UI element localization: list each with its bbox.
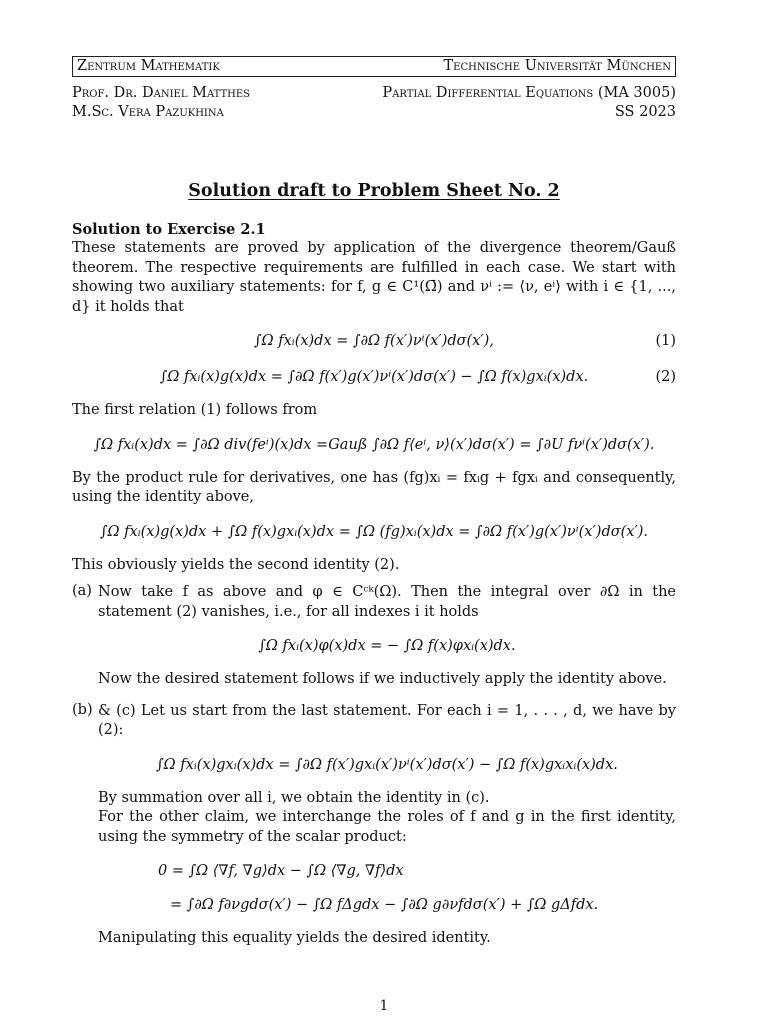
header-left: Zentrum Mathematik [77, 58, 220, 74]
professor-name: Prof. Dr. Daniel Matthes [72, 85, 251, 101]
exercise-heading: Solution to Exercise 2.1 [72, 221, 266, 238]
header-row-2 [72, 103, 676, 122]
page-number: 1 [379, 998, 389, 1014]
item-b-text: & (c) Let us start from the last statement. For each i = 1, . . . , d, we have by (2): [98, 702, 676, 738]
page [72, 56, 676, 949]
item-a-conclusion: Now the desired statement follows if we inductively apply the identity above. [98, 671, 667, 687]
equation-6: ∫Ω fxᵢ(x)gxᵢ(x)dx = ∫∂Ω f(x′)gxᵢ(x′)νⁱ(x′)dσ(x′) − ∫Ω f(x)gxᵢxᵢ(x)dx. [156, 756, 618, 773]
equation-4: ∫Ω fxᵢ(x)g(x)dx + ∫Ω f(x)gxᵢ(x)dx = ∫Ω (fg)xᵢ(x)dx = ∫∂Ω f(x′)g(x′)νⁱ(x′)dσ(x′). [99, 523, 649, 540]
item-b-other-claim: For the other claim, we interchange the roles of f and g in the first identity, using the symmetry of the scalar product: [98, 809, 676, 845]
item-a-text: Now take f as above and φ ∈ Cᶜᵏ(Ω). Then the integral over ∂Ω in the statement (2) vanishes, i.e., for all indexes i it holds [98, 584, 676, 620]
header-box [72, 56, 676, 77]
equation-5: ∫Ω fxᵢ(x)φ(x)dx = − ∫Ω f(x)φxᵢ(x)dx. [258, 638, 516, 654]
item-b [72, 702, 676, 949]
page-title: Solution draft to Problem Sheet No. 2 [188, 181, 560, 201]
equation-2-number: (2) [655, 369, 676, 385]
item-b-conclusion: Manipulating this equality yields the desired identity. [98, 930, 491, 946]
header-right: Technische Universität München [443, 58, 671, 74]
item-b-summation: By summation over all i, we obtain the identity in (c). [98, 789, 490, 806]
product-rule-text: By the product rule for derivatives, one has (fg)xᵢ = fxᵢg + fgxᵢ and consequently, using the identity above, [72, 469, 676, 505]
course-name: Partial Differential Equations (MA 3005) [382, 85, 676, 101]
equation-1-number: (1) [655, 333, 676, 349]
second-identity-text: This obviously yields the second identity (2). [72, 556, 400, 573]
semester: SS 2023 [614, 104, 676, 120]
equation-2: ∫Ω fxᵢ(x)g(x)dx = ∫∂Ω f(x′)g(x′)νⁱ(x′)dσ(x′) − ∫Ω f(x)gxᵢ(x)dx. (2) [159, 369, 676, 385]
assistant-name: M.Sc. Vera Pazukhina [72, 104, 224, 120]
equation-1: ∫Ω fxᵢ(x)dx = ∫∂Ω f(x′)νⁱ(x′)dσ(x′), (1) [254, 333, 676, 349]
intro-paragraph: These statements are proved by application of the divergence theorem/Gauß theorem. The respective requirements are fulfilled in each case. We start with showing two auxiliary statements: for f, g ∈ C¹(Ω̄) and νⁱ := ⟨ν, eⁱ⟩ with i ∈ {1, ..., d} it holds that [72, 240, 676, 315]
item-a [72, 583, 676, 690]
item-b-label: (b) [72, 701, 93, 718]
first-relation-text: The first relation (1) follows from [72, 402, 318, 418]
equation-3: ∫Ω fxᵢ(x)dx = ∫∂Ω div(feⁱ)(x)dx =Gauß ∫∂Ω f⟨eⁱ, ν⟩(x′)dσ(x′) = ∫∂U fνⁱ(x′)dσ(x′). [93, 436, 655, 453]
item-a-label: (a) [72, 583, 92, 599]
equation-7a: 0 = ∫Ω ⟨∇f, ∇g⟩dx − ∫Ω ⟨∇g, ∇f⟩dx [158, 863, 404, 879]
equation-7b: = ∫∂Ω f∂νgdσ(x′) − ∫Ω fΔgdx − ∫∂Ω g∂νfdσ(x′) + ∫Ω gΔfdx. [170, 897, 599, 913]
header-row-1 [72, 84, 676, 103]
